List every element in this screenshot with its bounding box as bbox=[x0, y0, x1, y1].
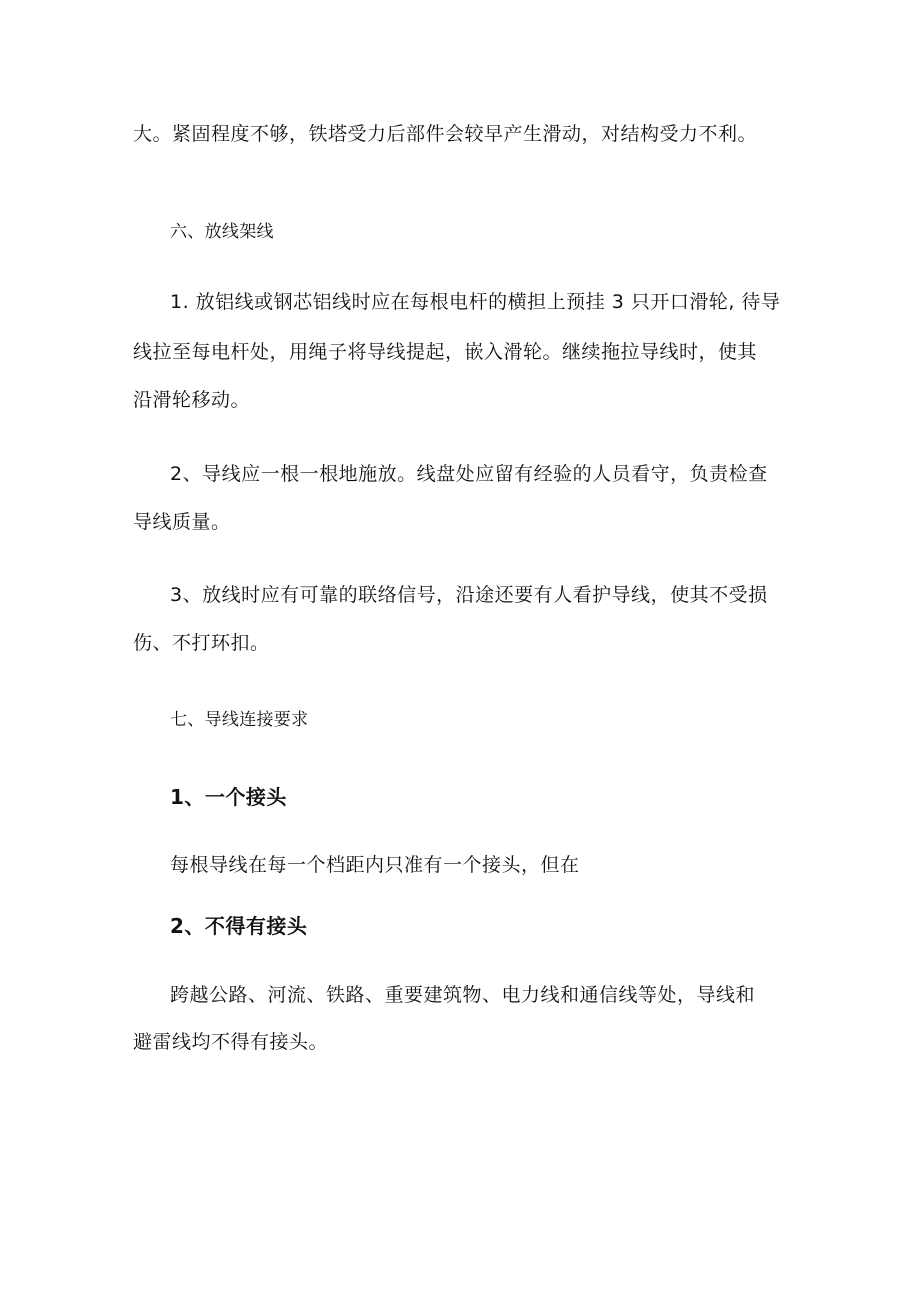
subsection-heading-7-2: 2、不得有接头 bbox=[170, 914, 308, 938]
section-heading-6: 六、放线架线 bbox=[170, 222, 274, 242]
subsection-7-2-line-1: 跨越公路、河流、铁路、重要建筑物、电力线和通信线等处，导线和 bbox=[170, 984, 756, 1006]
item-6-1-line-1: 1. 放铝线或钢芯铝线时应在每根电杆的横担上预挂 3 只开口滑轮, 待导 bbox=[170, 291, 781, 313]
section-heading-7: 七、导线连接要求 bbox=[170, 710, 309, 730]
item-6-3-line-1: 3、放线时应有可靠的联络信号，沿途还要有人看护导线，使其不受损 bbox=[170, 584, 768, 606]
item-6-1-line-3: 沿滑轮移动。 bbox=[133, 389, 251, 411]
item-6-2-line-2: 导线质量。 bbox=[133, 511, 231, 533]
item-6-2-line-1: 2、导线应一根一根地施放。线盘处应留有经验的人员看守，负责检查 bbox=[170, 463, 768, 485]
subsection-7-1-text: 每根导线在每一个档距内只准有一个接头，但在 bbox=[170, 854, 580, 876]
item-6-3-line-2: 伤、不打环扣。 bbox=[133, 632, 270, 654]
paragraph-continuation: 大。紧固程度不够，铁塔受力后部件会较早产生滑动，对结构受力不利。 bbox=[133, 123, 758, 145]
item-6-1-line-2: 线拉至每电杆处，用绳子将导线提起，嵌入滑轮。继续拖拉导线时，使其 bbox=[133, 341, 758, 363]
subsection-heading-7-1: 1、一个接头 bbox=[170, 785, 287, 809]
subsection-7-2-line-2: 避雷线均不得有接头。 bbox=[133, 1031, 329, 1053]
